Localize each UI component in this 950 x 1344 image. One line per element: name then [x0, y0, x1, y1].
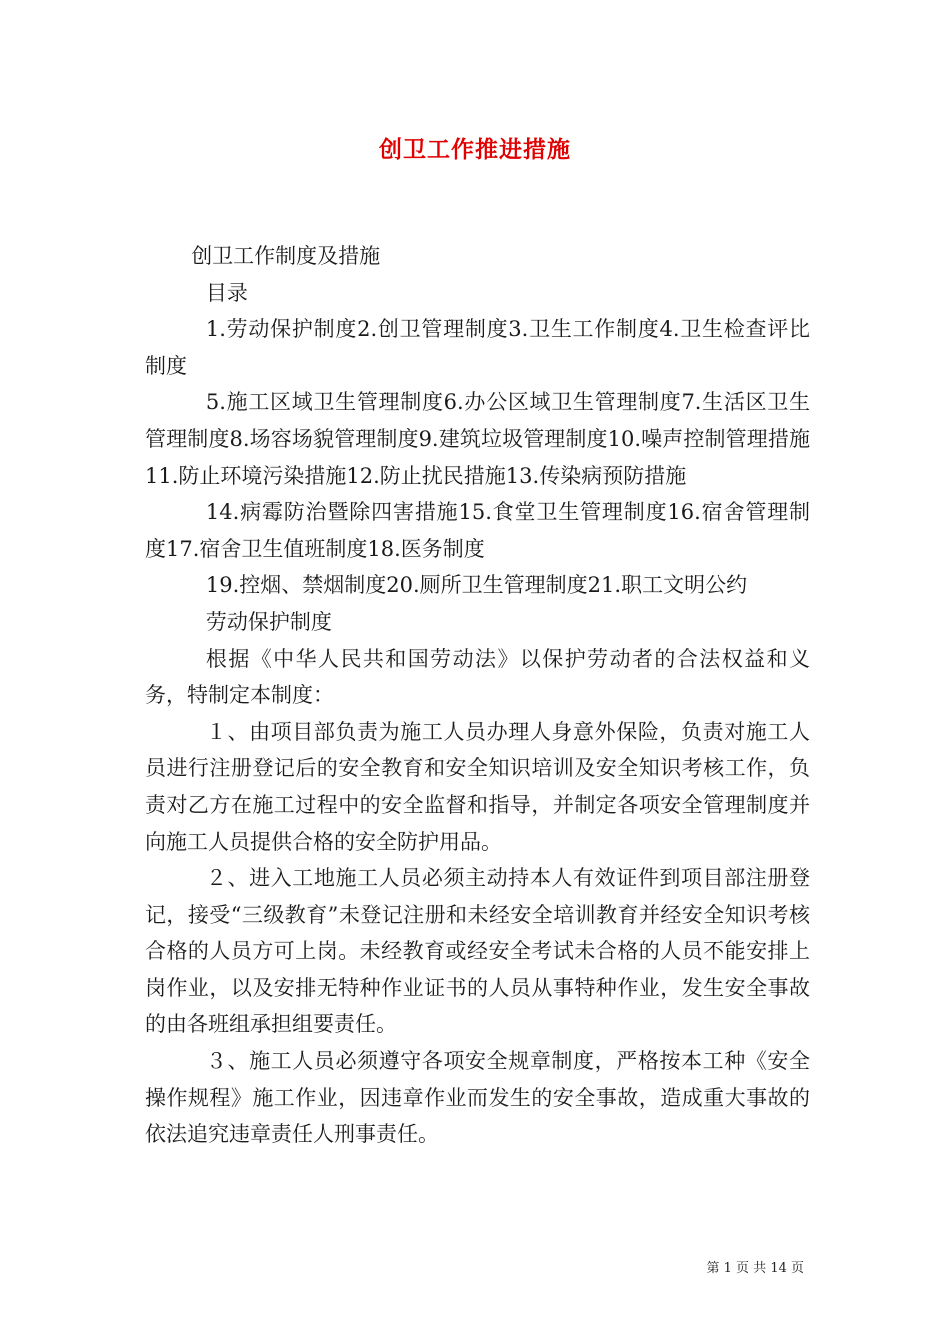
- paragraph-item-3: ３、施工人员必须遵守各项安全规章制度，严格按本工种《安全操作规程》施工作业，因违章作业而发生的安全事故，造成重大事故的依法追究违章责任人刑事责任。: [145, 1049, 810, 1147]
- paragraph-item-2: ２、进入工地施工人员必须主动持本人有效证件到项目部注册登记，接受“三级教育”未登记注册和未经安全培训教育并经安全知识考核合格的人员方可上岗。未经教育或经安全考试未合格的人员不能安排上岗作业，以及安排无特种作业证书的人员从事特种作业，发生安全事故的由各班组承担组要责任。: [145, 866, 810, 1037]
- page-number: 第 1 页 共 14 页: [706, 1261, 804, 1276]
- paragraph-toc-1: 1.劳动保护制度2.创卫管理制度3.卫生工作制度4.卫生检查评比制度: [145, 317, 810, 378]
- paragraph-toc-4: 19.控烟、禁烟制度20.厕所卫生管理制度21.职工文明公约: [205, 573, 748, 598]
- paragraph-heading: 创卫工作制度及措施: [191, 244, 381, 268]
- document-body: [145, 238, 810, 1153]
- paragraph-item-1: １、由项目部负责为施工人员办理人身意外保险，负责对施工人员进行注册登记后的安全教育和安全知识培训及安全知识考核工作，负责对乙方在施工过程中的安全监督和指导，并制定各项安全管理制度并向施工人员提供合格的安全防护用品。: [145, 719, 810, 854]
- paragraph-toc-2: 5.施工区域卫生管理制度6.办公区域卫生管理制度7.生活区卫生管理制度8.场容场貌管理制度9.建筑垃圾管理制度10.噪声控制管理措施11.防止环境污染措施12.防止扰民措施13.传染病预防措施: [145, 390, 810, 488]
- paragraph-intro: 根据《中华人民共和国劳动法》以保护劳动者的合法权益和义务，特制定本制度：: [145, 646, 810, 708]
- paragraph-section-heading: 劳动保护制度: [205, 609, 332, 634]
- paragraph-toc-3: 14.病霉防治暨除四害措施15.食堂卫生管理制度16.宿舍管理制度17.宿舍卫生值班制度18.医务制度: [145, 500, 810, 561]
- document-title: 创卫工作推进措施: [379, 136, 571, 163]
- paragraph-toc-label: 目录: [205, 280, 248, 305]
